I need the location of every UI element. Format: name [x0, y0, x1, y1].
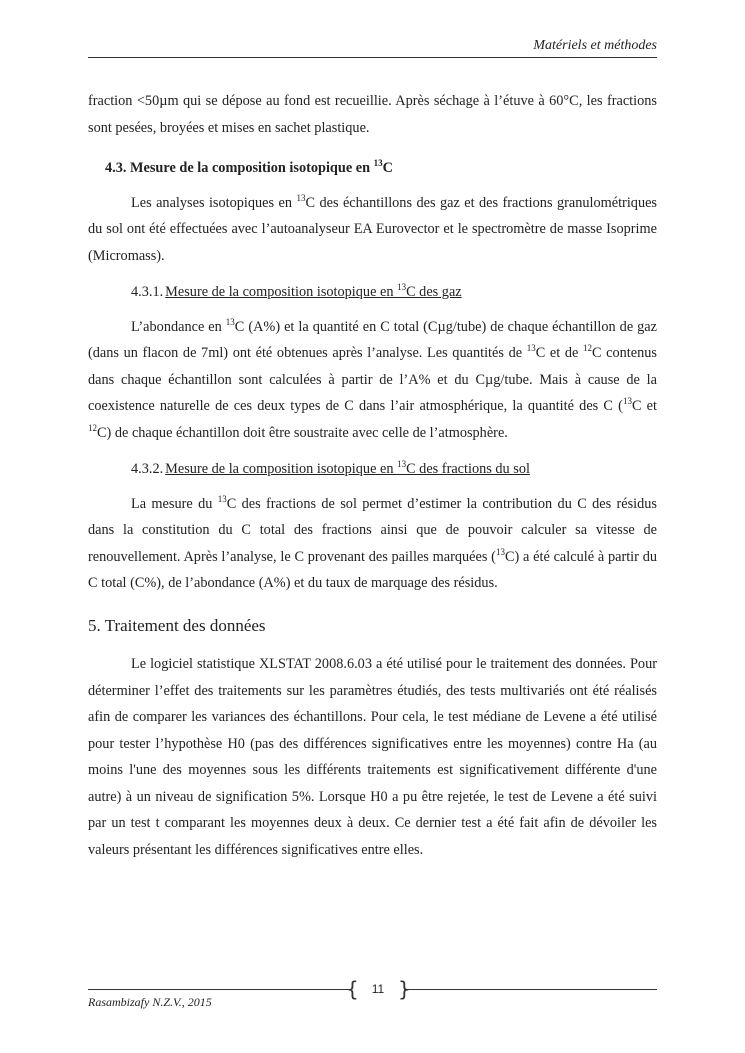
paragraph-soil-fractions: La mesure du $^{13}$C des fractions de sol permet d’estimer la contribution du C des résidus dans la constitution du C total des fractions ainsi que de pouvoir calculer sa vitesse de renouvellement. Après l’analyse, le C provenant des pailles marquées ($^{13}$C) a été calculé à partir du C total (C%), de l’abondance (A%) et du taux de marquage des résidus. [88, 493, 657, 591]
paragraph-statistics: Le logiciel statistique XLSTAT 2008.6.03 a été utilisé pour le traitement des données. Pour déterminer l’effet des traitements sur les paramètres étudiés, des tests multivariés ont été réalisés afin de comparer les variances des échantillons. Pour cela, le test médiane de Levene a été utilisé pour tester l’hypothèse H0 (pas des différences significatives entre les moyennes) contre Ha (au moins l'une des moyennes sous les différents traitements est significativement différente d'une autre) à un niveau de signification 5%. Lorsque H0 a pu être rejetée, le test de Levene a été suivi par un test t comparant les moyennes deux à deux. Ce dernier test a été fait afin de dévoiler les valeurs présentant les différences significatives entre elles. [88, 656, 657, 858]
section-heading-5: 5. Traitement des données [88, 615, 266, 635]
section-heading-4-3: 4.3. Mesure de la composition isotopique en $^{13}$C [105, 158, 393, 176]
paragraph-continuation: fraction <50µm qui se dépose au fond est recueillie. Après séchage à l’étuve à 60°C, les fractions sont pesées, broyées et mises en sachet plastique. [88, 93, 657, 136]
footer-brace-right: } [398, 977, 411, 1001]
header-title: Matériels et méthodes [533, 38, 657, 53]
footer-rule-left [88, 989, 350, 990]
footer-author: Rasambizafy N.Z.V., 2015 [88, 995, 212, 1009]
page-number: 11 [371, 982, 385, 996]
running-header [88, 38, 657, 58]
subsection-heading-4-3-2: 4.3.2. Mesure de la composition isotopique en $^{13}$C des fractions du sol [131, 459, 530, 477]
paragraph-gas-abundance: L’abondance en $^{13}$C (A%) et la quantité en C total (Cµg/tube) de chaque échantillon de gaz (dans un flacon de 7ml) ont été obtenues après l’analyse. Les quantités de $^{13}$C et de $^{12}$C contenus dans chaque échantillon sont calculées à partir de l’A% et du Cµg/tube. Mais à cause de la coexistence naturelle de ces deux types de C dans l’air atmosphérique, la quantité des C ($^{13}$C et $^{12}$C) de chaque échantillon doit être soustraite avec celle de l’atmosphère. [88, 316, 657, 441]
footer-brace-left: { [346, 977, 359, 1001]
page-body [88, 88, 657, 863]
footer-rule-right [404, 989, 657, 990]
subsection-heading-4-3-1: 4.3.1. Mesure de la composition isotopique en $^{13}$C des gaz [131, 282, 462, 300]
paragraph-isotope-analyses: Les analyses isotopiques en $^{13}$C des échantillons des gaz et des fractions granulométriques du sol ont été effectuées avec l’autoanalyseur EA Eurovector et le spectromètre de masse Isoprime (Micromass). [88, 192, 657, 264]
